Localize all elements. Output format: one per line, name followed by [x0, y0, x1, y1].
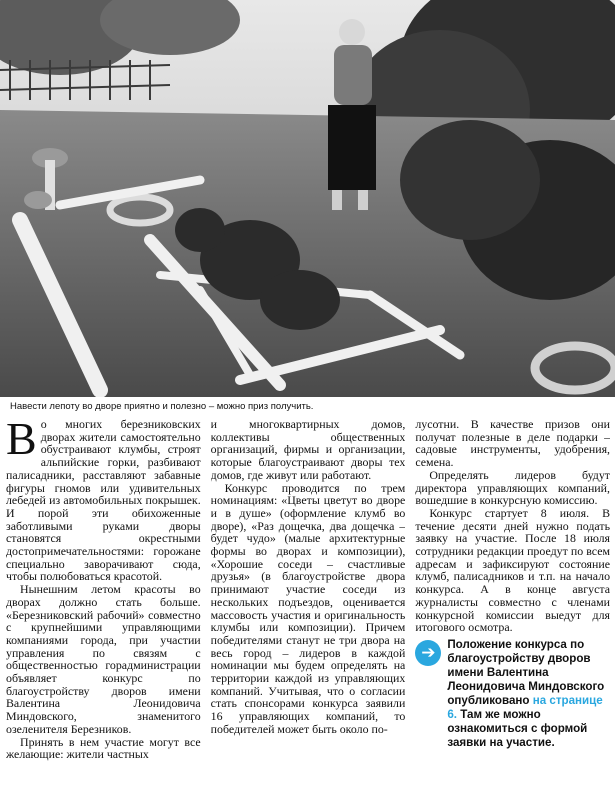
reference-note: [415, 638, 610, 750]
paragraph: Нынешним летом красоты во дворах должно стать больше. «Березниковский рабочий» совместно с крупнейшими управляющими компаниями города, при участии управления по связям с общественностью горадминистрации объявляет конкурс по благоустройству дворов имени Валентина Леонидовича Миндовского, знаменитого озеленителя Березников.: [6, 582, 201, 736]
drop-cap: В: [6, 418, 37, 464]
note-text: [447, 638, 610, 750]
paragraph: Конкурс стартует 8 июля. В течение десяти дней нужно подать заявку на участие. После 18 июля сотрудники редакции проедут по всем адресам и зафиксируют состояние клумб, палисадников и т.п. на начало конкурса. А в конце августа журналисты совместно с членами конкурсной комиссии выедут для итогового осмотра.: [415, 505, 611, 635]
article-column-1: [6, 418, 201, 787]
photo-caption: Навести лепоту во дворе приятно и полезно – можно приз получить.: [10, 401, 314, 412]
article-column-3: [415, 418, 610, 787]
arrow-right-icon: ➔: [415, 640, 441, 666]
article-column-2: [211, 418, 406, 787]
page-reference-link[interactable]: на странице 6.: [447, 693, 603, 721]
note-text-before: Положение конкурса по благоустройству дворов имени Валентина Леонидовича Миндовского опубликовано: [447, 637, 605, 707]
paragraph: и многоквартирных домов, коллективы общественных организаций, фирмы и организации, которые благоустраивают дворы тех домов, где живут или работают.: [210, 418, 406, 482]
paragraph: [6, 418, 201, 583]
paragraph: Определять лидеров будут директора управляющих компаний, вошедшие в конкурсную комиссию.: [415, 467, 611, 508]
article-body: [6, 418, 610, 787]
paragraph: лусотни. В качестве призов они получат полезные в деле подарки – садовые инструменты, удобрения, семена.: [415, 418, 611, 470]
paragraph-text: о многих березниковских дворах жители самостоятельно обустраивают клумбы, строят альпийские горки, разбивают палисадники, расставляют забавные фигуры гномов или удивительных лебедей из автомобильных покрышек. И порой эти обихоженные заботливыми руками дворы становятся окрестными достопримечательностями: горожане специально заворачивают сюда, чтобы полюбоваться красотой.: [6, 418, 201, 584]
paragraph: Принять в нем участие могут все желающие: жители частных: [6, 734, 201, 762]
note-text-after: Там же можно ознакомиться с формой заявки на участие.: [447, 707, 588, 749]
paragraph: Конкурс проводится по трем номинациям: «Цветы цветут во дворе и в душе» (оформление клумб во дворе), «Раз дощечка, два дощечка – будет чудо» (малые архитектурные формы во дворах и композиции), «Хорошие соседи – счастливые друзья» (в благоустройстве двора принимают участие соседи из нескольких подъездов, оценивается массовость участия и оригинальность клумбы или композиции). Причем победителями станут не три двора на весь город – лидеров в каждой номинации мы будем определять на территории каждой из управляющих компаний. Учитывая, что о согласии стать спонсорами конкурса заявили 16 управляющих компаний, то победителей может быть около по-: [210, 480, 406, 736]
